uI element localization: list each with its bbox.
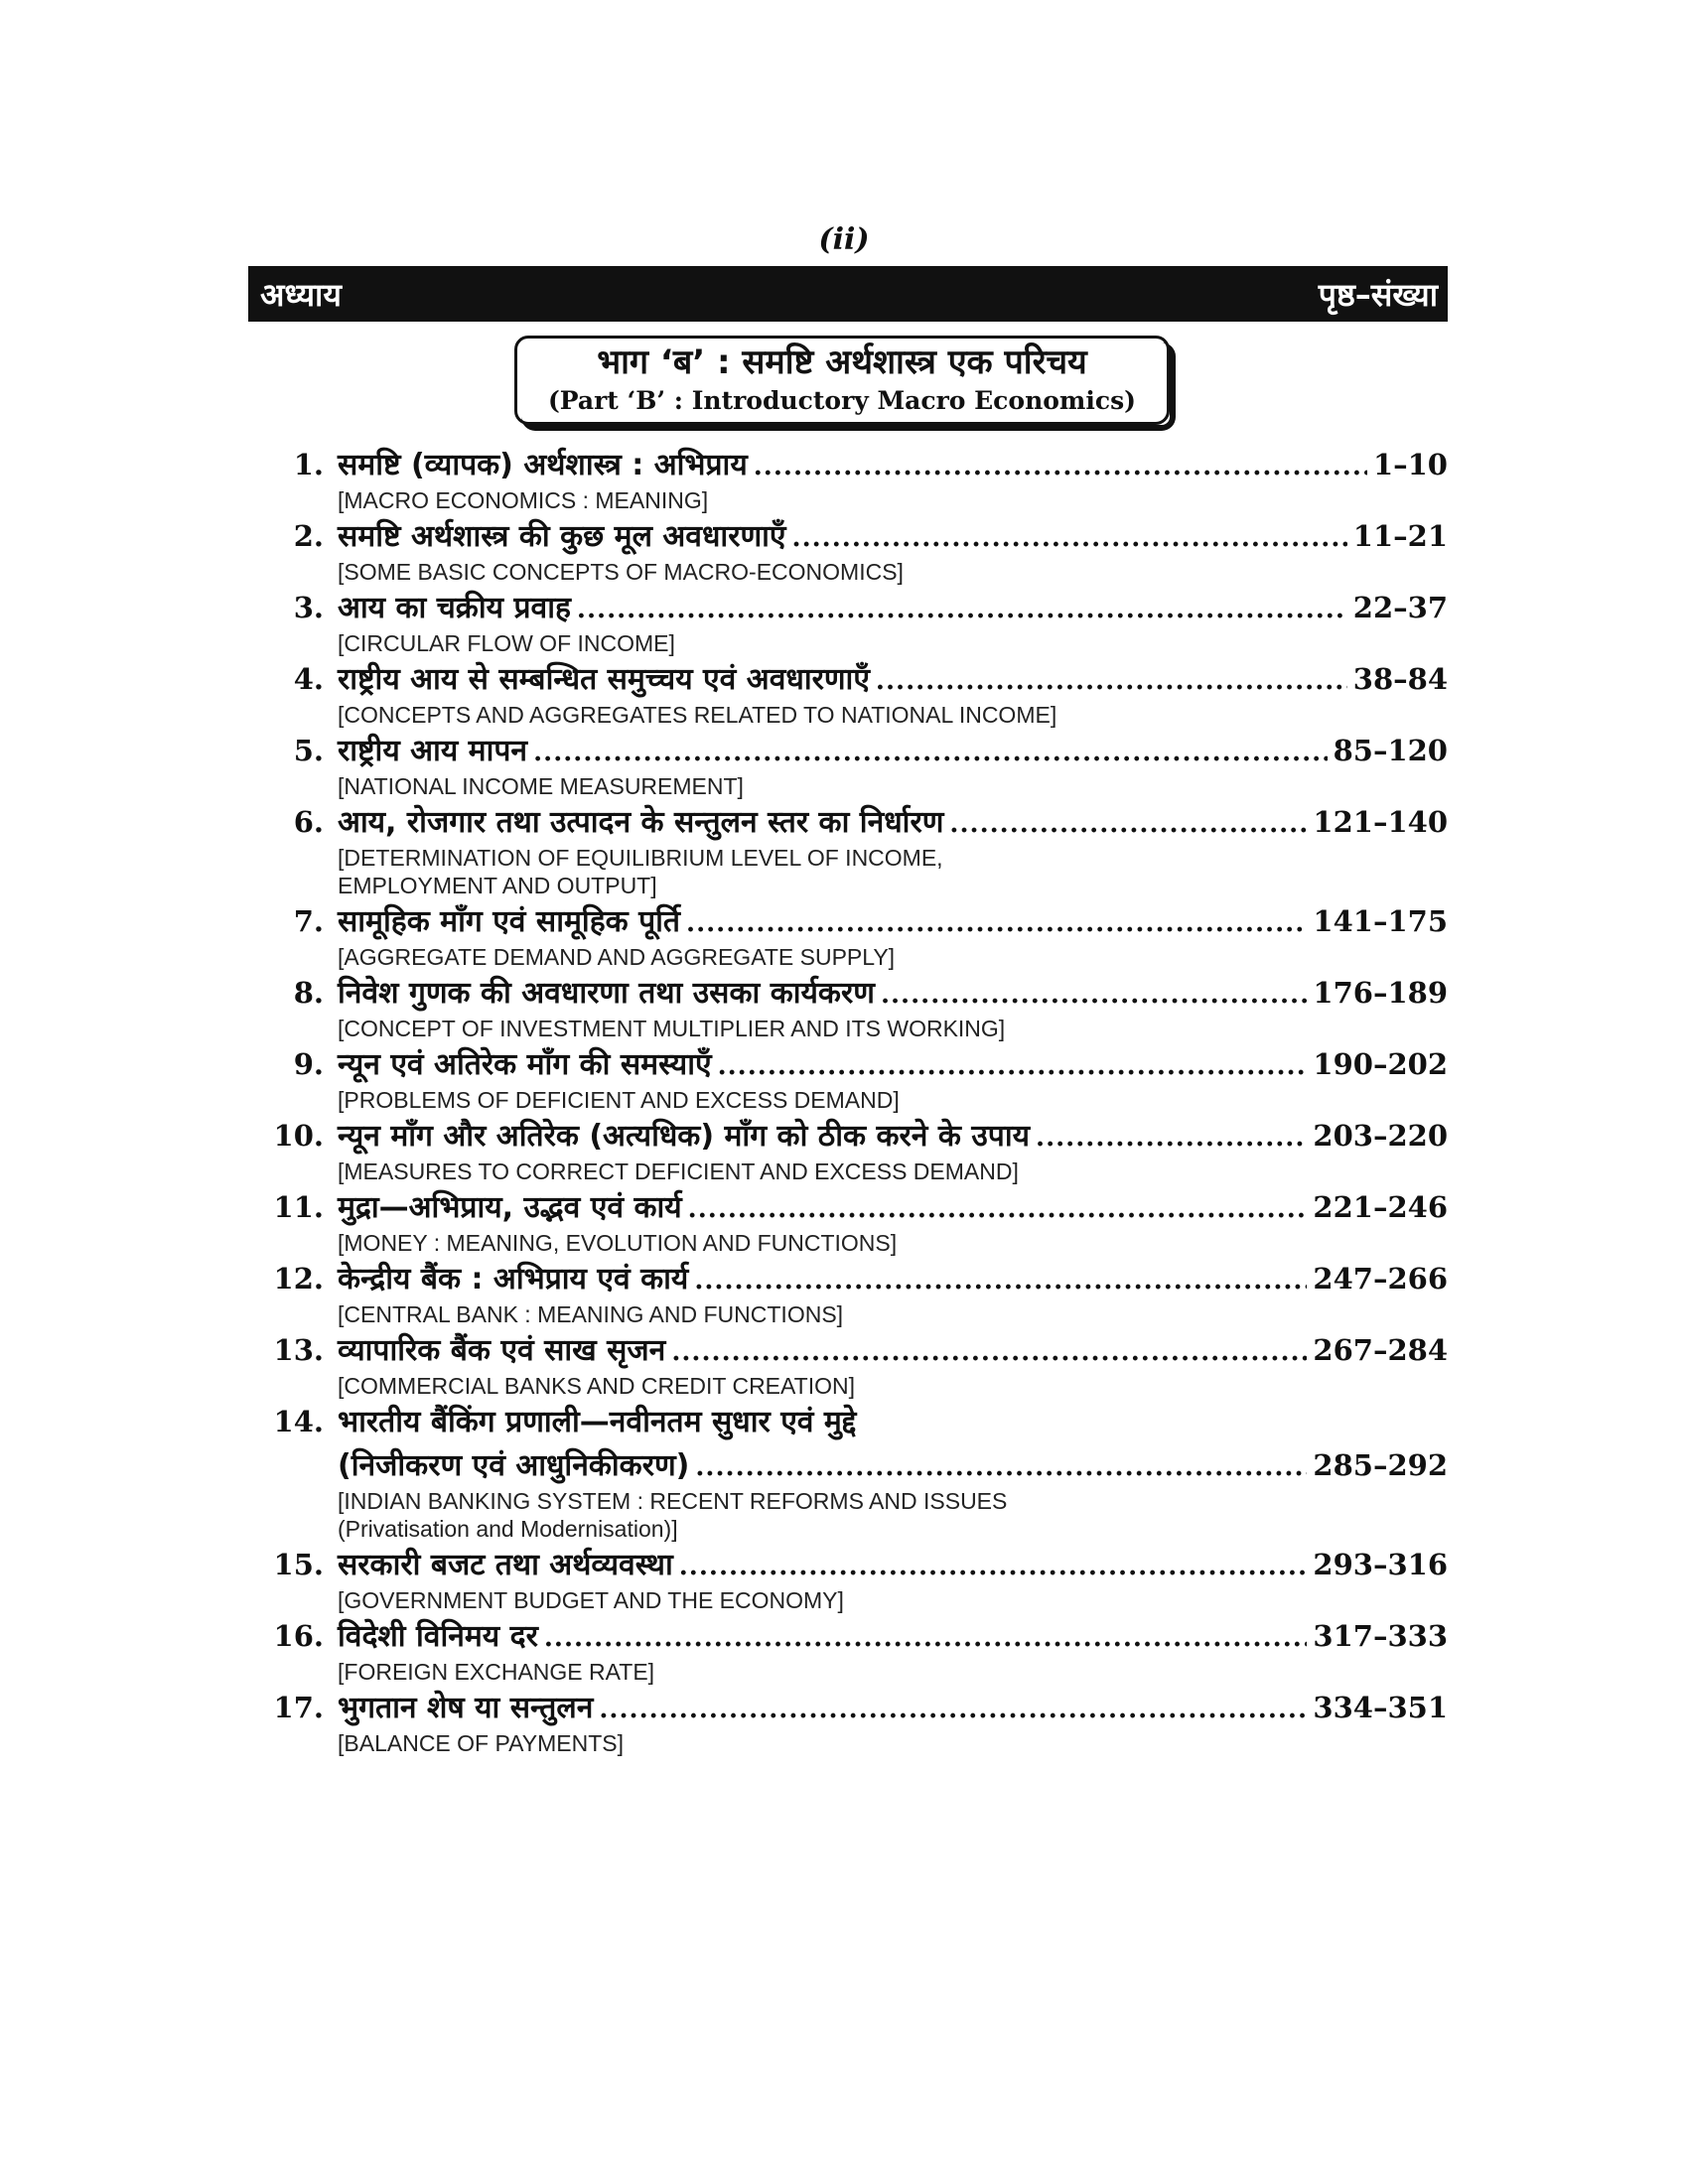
chapter-number: 14. xyxy=(273,1405,324,1438)
chapter-pages: 141–175 xyxy=(1313,904,1448,938)
chapter-pages: 38–84 xyxy=(1352,662,1448,696)
chapter-title: भारतीय बैंकिंग प्रणाली—नवीनतम सुधार एवं मुद्दे xyxy=(338,1405,857,1439)
dot-leader xyxy=(695,1452,1307,1482)
chapter-subtitle: [CIRCULAR FLOW OF INCOME] xyxy=(338,630,675,656)
header-chapter-label: अध्याय xyxy=(260,275,342,314)
chapter-title-continued: (निजीकरण एवं आधुनिकीकरण) xyxy=(338,1448,690,1483)
dot-leader xyxy=(754,452,1367,481)
toc-entry[interactable] xyxy=(248,899,1448,971)
dot-leader xyxy=(533,738,1328,767)
chapter-title: विदेशी विनिमय दर xyxy=(338,1619,538,1654)
dot-leader xyxy=(679,1552,1308,1581)
chapter-subtitle: [MACRO ECONOMICS : MEANING] xyxy=(338,487,709,513)
chapter-pages: 22–37 xyxy=(1352,591,1448,624)
part-title-box xyxy=(514,336,1170,425)
chapter-number: 8. xyxy=(293,976,324,1010)
dot-leader xyxy=(686,908,1307,938)
chapter-pages: 221–246 xyxy=(1313,1190,1448,1224)
chapter-number: 11. xyxy=(273,1190,324,1224)
dot-leader xyxy=(949,809,1307,839)
chapter-title: न्यून माँग और अतिरेक (अत्यधिक) माँग को ठीक करने के उपाय xyxy=(338,1119,1031,1154)
toc-entry[interactable] xyxy=(248,1328,1448,1400)
chapter-pages: 203–220 xyxy=(1313,1119,1448,1153)
chapter-title: न्यून एवं अतिरेक माँग की समस्याएँ xyxy=(338,1047,712,1082)
dot-leader xyxy=(671,1337,1307,1367)
toc-entry[interactable] xyxy=(248,1042,1448,1114)
chapter-pages: 334–351 xyxy=(1313,1691,1448,1724)
toc-entry[interactable] xyxy=(248,1185,1448,1257)
toc-entry[interactable] xyxy=(248,586,1448,657)
chapter-pages: 176–189 xyxy=(1313,976,1448,1010)
dot-leader xyxy=(577,595,1347,624)
chapter-title: मुद्रा—अभिप्राय, उद्भव एवं कार्य xyxy=(338,1190,682,1225)
chapter-pages: 1–10 xyxy=(1372,448,1448,481)
chapter-number: 4. xyxy=(293,662,324,696)
chapter-number: 5. xyxy=(293,734,324,767)
chapter-number: 13. xyxy=(273,1333,324,1367)
chapter-subtitle: [INDIAN BANKING SYSTEM : RECENT REFORMS AND ISSUES xyxy=(338,1488,1008,1514)
chapter-subtitle: [PROBLEMS OF DEFICIENT AND EXCESS DEMAND] xyxy=(338,1087,900,1113)
part-title-english: (Part ‘B’ : Introductory Macro Economics) xyxy=(547,386,1137,415)
chapter-title: निवेश गुणक की अवधारणा तथा उसका कार्यकरण xyxy=(338,976,875,1011)
toc-entry[interactable] xyxy=(248,1400,1448,1543)
toc-entry[interactable] xyxy=(248,1686,1448,1757)
chapter-subtitle: [NATIONAL INCOME MEASUREMENT] xyxy=(338,773,744,799)
chapter-number: 7. xyxy=(293,904,324,938)
chapter-title: आय का चक्रीय प्रवाह xyxy=(338,591,571,625)
chapter-title: व्यापारिक बैंक एवं साख सृजन xyxy=(338,1333,666,1368)
chapter-number: 3. xyxy=(293,591,324,624)
dot-leader xyxy=(718,1051,1308,1081)
chapter-title: राष्ट्रीय आय से सम्बन्धित समुच्चय एवं अवधारणाएँ xyxy=(338,662,870,697)
chapter-pages: 317–333 xyxy=(1313,1619,1448,1653)
chapter-pages: 293–316 xyxy=(1313,1548,1448,1581)
toc-header-bar xyxy=(248,266,1448,322)
chapter-pages: 285–292 xyxy=(1313,1448,1448,1482)
header-page-label: पृष्ठ–संख्या xyxy=(1318,275,1438,314)
toc-entry[interactable] xyxy=(248,1614,1448,1686)
chapter-number: 6. xyxy=(293,805,324,839)
table-of-contents xyxy=(248,443,1448,1757)
chapter-subtitle: [MONEY : MEANING, EVOLUTION AND FUNCTIONS] xyxy=(338,1230,898,1256)
dot-leader xyxy=(792,523,1347,553)
chapter-pages: 85–120 xyxy=(1333,734,1448,767)
part-title-hindi: भाग ‘ब’ : समष्टि अर्थशास्त्र एक परिचय xyxy=(597,342,1087,382)
chapter-title: समष्टि (व्यापक) अर्थशास्त्र : अभिप्राय xyxy=(338,448,748,482)
chapter-subtitle: [CONCEPT OF INVESTMENT MULTIPLIER AND ITS WORKING] xyxy=(338,1016,1006,1041)
toc-entry[interactable] xyxy=(248,729,1448,800)
chapter-subtitle: (Privatisation and Modernisation)] xyxy=(338,1516,678,1542)
toc-entry[interactable] xyxy=(248,971,1448,1042)
chapter-subtitle: [FOREIGN EXCHANGE RATE] xyxy=(338,1659,655,1685)
chapter-subtitle: [MEASURES TO CORRECT DEFICIENT AND EXCESS DEMAND] xyxy=(338,1159,1019,1184)
toc-entry[interactable] xyxy=(248,1114,1448,1185)
chapter-subtitle: [CENTRAL BANK : MEANING AND FUNCTIONS] xyxy=(338,1301,844,1327)
chapter-subtitle: EMPLOYMENT AND OUTPUT] xyxy=(338,873,657,898)
chapter-subtitle: [AGGREGATE DEMAND AND AGGREGATE SUPPLY] xyxy=(338,944,896,970)
chapter-pages: 190–202 xyxy=(1313,1047,1448,1081)
chapter-pages: 267–284 xyxy=(1313,1333,1448,1367)
chapter-pages: 121–140 xyxy=(1313,805,1448,839)
chapter-number: 2. xyxy=(293,519,324,553)
toc-entry[interactable] xyxy=(248,1543,1448,1614)
dot-leader xyxy=(881,980,1307,1010)
dot-leader xyxy=(876,666,1347,696)
chapter-subtitle: [DETERMINATION OF EQUILIBRIUM LEVEL OF INCOME, xyxy=(338,845,943,871)
chapter-pages: 247–266 xyxy=(1313,1262,1448,1296)
toc-entry[interactable] xyxy=(248,800,1448,899)
chapter-subtitle: [BALANCE OF PAYMENTS] xyxy=(338,1730,624,1756)
chapter-title: सामूहिक माँग एवं सामूहिक पूर्ति xyxy=(338,904,681,939)
page-number: (ii) xyxy=(818,222,870,257)
chapter-pages: 11–21 xyxy=(1352,519,1448,553)
chapter-title: भुगतान शेष या सन्तुलन xyxy=(338,1691,594,1725)
chapter-subtitle: [CONCEPTS AND AGGREGATES RELATED TO NATIONAL INCOME] xyxy=(338,702,1057,728)
chapter-subtitle: [GOVERNMENT BUDGET AND THE ECONOMY] xyxy=(338,1587,844,1613)
chapter-number: 10. xyxy=(273,1119,324,1153)
toc-entry[interactable] xyxy=(248,443,1448,514)
chapter-title: केन्द्रीय बैंक : अभिप्राय एवं कार्य xyxy=(338,1262,689,1297)
chapter-title: समष्टि अर्थशास्त्र की कुछ मूल अवधारणाएँ xyxy=(338,519,786,554)
dot-leader xyxy=(599,1695,1307,1724)
chapter-title: आय, रोजगार तथा उत्पादन के सन्तुलन स्तर का निर्धारण xyxy=(338,805,944,840)
chapter-number: 9. xyxy=(293,1047,324,1081)
chapter-number: 15. xyxy=(273,1548,324,1581)
toc-entry[interactable] xyxy=(248,514,1448,586)
chapter-title: सरकारी बजट तथा अर्थव्यवस्था xyxy=(338,1548,673,1582)
chapter-number: 1. xyxy=(293,448,324,481)
chapter-subtitle: [COMMERCIAL BANKS AND CREDIT CREATION] xyxy=(338,1373,855,1399)
chapter-number: 16. xyxy=(273,1619,324,1653)
toc-entry[interactable] xyxy=(248,1257,1448,1328)
dot-leader xyxy=(688,1194,1308,1224)
dot-leader xyxy=(1036,1123,1307,1153)
chapter-number: 12. xyxy=(273,1262,324,1296)
toc-entry[interactable] xyxy=(248,657,1448,729)
chapter-title: राष्ट्रीय आय मापन xyxy=(338,734,528,768)
dot-leader xyxy=(694,1266,1307,1296)
chapter-number: 17. xyxy=(273,1691,324,1724)
chapter-subtitle: [SOME BASIC CONCEPTS OF MACRO-ECONOMICS] xyxy=(338,559,904,585)
dot-leader xyxy=(544,1623,1308,1653)
